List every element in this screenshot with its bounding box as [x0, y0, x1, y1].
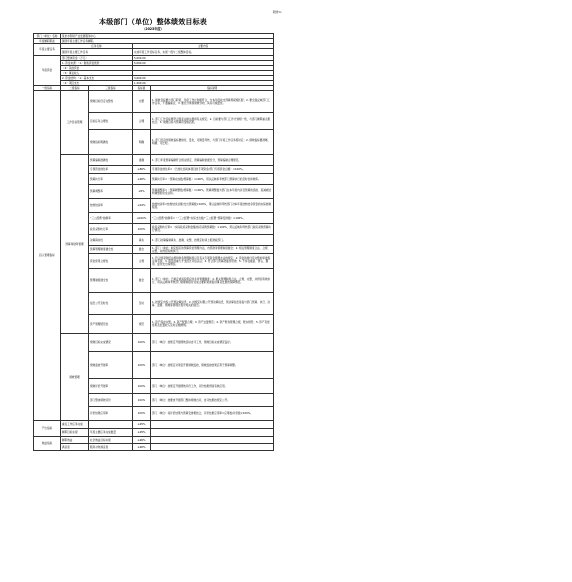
lvl2-cell: 履职目标实现 — [61, 429, 89, 437]
col-header-lvl2: 二级指标 — [61, 86, 89, 91]
desc-cell: 1. 部门（单位）已制定或具有相应的业务管理制度；2. 相关管理制度合法、合规、完整，并得到有效执行，用以反映和考核部门管理制度对完成主要职责或促进事业发展的保障情况。 — [151, 269, 274, 293]
lvl3-cell: 政府采购执行率 — [89, 224, 133, 235]
value-cell: ≥95% — [133, 421, 151, 429]
performance-target-table — [33, 33, 274, 451]
value-cell: ≥90% — [133, 437, 151, 444]
lvl3-cell: 年度主要任务完成数量 — [89, 429, 133, 437]
dept-label: 部门（单位）名称 — [34, 34, 61, 39]
lvl3-cell: 评价结果应用率 — [89, 407, 133, 421]
lvl3-cell: 绩效评价开展率 — [89, 379, 133, 394]
budget-item-name: 1. 资金来源：（1）财政资金拨款 — [61, 61, 133, 66]
desc-cell: 政府采购执行率=（实际政府采购金额/政府采购预算数）×100%，用以反映和考核部门政府采购预算执行情况。 — [151, 224, 274, 235]
budget-label: 年度资金 — [34, 56, 61, 86]
lvl1-output: 产出指标 — [34, 421, 61, 437]
indicator-row — [34, 334, 274, 352]
lvl3-cell: 信息公开及时性 — [89, 293, 133, 315]
lvl3-cell: 预算执行率 — [89, 174, 133, 185]
budget-item-value: 3,600.00 — [133, 76, 274, 81]
lvl3-cell — [89, 421, 133, 429]
value-cell: 100% — [133, 394, 151, 407]
effect-row — [34, 437, 274, 444]
value-cell: 准确 — [133, 155, 151, 166]
lvl3-cell: 资产管理规范性 — [89, 315, 133, 334]
desc-cell: 1. 部门设定的绩效指标要细化、量化，可衡量考核，与部门年度工作任务相对应；2. 绩效指标要清晰、明确、可比较。 — [151, 130, 274, 155]
value-cell: 100% — [133, 379, 151, 394]
dept-value: 某市水利局产业发展服务中心 — [61, 34, 274, 39]
budget-item-value: 5,000.00 — [133, 61, 274, 66]
desc-cell — [151, 429, 274, 437]
desc-cell: “三公经费”控制率=（“三公经费”实际支出数/“三公经费”预算安排数）×100%。 — [151, 213, 274, 224]
desc-cell: 部门（单位）按规定开展绩效评价工作，评价结果得到有效应用。 — [151, 379, 274, 394]
value-cell: 完整 — [133, 91, 151, 113]
output-row — [34, 421, 274, 429]
value-cell: 100% — [133, 334, 151, 352]
budget-item-name: （2）其他资金 — [61, 66, 133, 71]
col-header-lvl1: 一级指标 — [34, 86, 61, 91]
value-cell: 100% — [133, 224, 151, 235]
desc-cell: 1. 绩效目标要与部门职责、年度工作计划相符合，与本年度收支预算规模相匹配；2. 要全面反映部门工作任务，不遗漏重点；3. 要充分体现绩效导向，具有可衡量性。 — [151, 91, 274, 113]
lvl2-cell: 绩效管理 — [61, 334, 89, 421]
value-cell: ≤10% — [133, 199, 151, 213]
output-row — [34, 429, 274, 437]
lvl3-cell: 绩效目标设定完整性 — [89, 91, 133, 113]
lvl3-cell: 决算真实性 — [89, 235, 133, 246]
lvl3-cell: 目标任务合理性 — [89, 113, 133, 130]
value-cell: ≤5% — [133, 185, 151, 199]
document-title: 本级部门（单位）整体绩效目标表 — [99, 18, 207, 26]
value-cell: ≤100% — [133, 213, 151, 224]
value-cell: ≥90% — [133, 174, 151, 185]
value-cell: ≥90% — [133, 444, 151, 451]
value-cell: 健全 — [133, 246, 151, 254]
lvl3-cell: 服务对象满意度 — [89, 444, 133, 451]
desc-cell: 结转结余率=结转结余总额/支出预算数×100%，用以反映和考核部门对本年度结转结余资金的实际控制程度。 — [151, 199, 274, 213]
desc-cell: 部门（单位）按规定开展绩效目标自评工作，绩效目标完成情况良好。 — [151, 334, 274, 352]
tasks-row — [34, 49, 274, 56]
lvl1-input: 投入管理指标 — [34, 91, 61, 421]
lvl3-cell: 管理制度健全性 — [89, 269, 133, 293]
lvl3-cell: 绩效指标明确性 — [89, 130, 133, 155]
budget-item-name: 2. 资金结构：（1）基本支出 — [61, 76, 133, 81]
duties-label: 年度履职职能 — [34, 39, 61, 44]
value-cell: 及时 — [133, 293, 151, 315]
value-cell: ≥80% — [133, 166, 151, 174]
task-content-header: 主要内容 — [133, 44, 274, 49]
budget-item-value: 5,000.00 — [133, 56, 274, 61]
desc-cell: 1. 部门年度预算编制符合相关规定，预算编制依据充分，预算编制合理规范。 — [151, 155, 274, 166]
budget-item-name: 部门整体资金（万元） — [61, 56, 133, 61]
col-header-lvl3: 三级指标 — [89, 86, 133, 91]
lvl3-cell: 部门整体绩效评价 — [89, 394, 133, 407]
lvl2-cell: 工作目标管理 — [61, 91, 89, 155]
task-content: 完成年度工作目标任务，实现一级与二级整体目标。 — [133, 49, 274, 56]
value-cell: 合规 — [133, 254, 151, 269]
lvl3-cell: 预算调整率 — [89, 185, 133, 199]
desc-cell: 预算调整率=（预算调整数/预算数）×100%，预算调整数为部门在本年度内涉及预算的追加、追减或结构调整的资金总和。 — [151, 185, 274, 199]
value-cell: 规范 — [133, 315, 151, 334]
lvl3-cell: 预算管理制度健全性 — [89, 246, 133, 254]
desc-cell: 1. 部门工作目标要符合国家法律法规和有关规定；2. 目标要与部门工作计划相一致，与部门履职重点相结合；3. 绩效目标与预算资金相匹配。 — [151, 113, 274, 130]
desc-cell: 部门（单位）按要求开展部门整体绩效自评，自评结果按规定公开。 — [151, 394, 274, 407]
lvl2-cell: 重点工作任务完成 — [61, 421, 89, 429]
desc-cell — [151, 421, 274, 429]
budget-item-value: 1,400.00 — [133, 81, 274, 86]
effect-row — [34, 444, 274, 451]
lvl2-cell: 满意度 — [61, 444, 89, 451]
col-header-value: 指标值 — [133, 86, 151, 91]
desc-cell: 1. 部门决算编制真实、准确、完整，按规定时间上报财政部门。 — [151, 235, 274, 246]
lvl1-effect: 效益指标 — [34, 437, 61, 451]
indicator-row — [34, 91, 274, 113]
lvl3-cell: 资金使用合规性 — [89, 254, 133, 269]
value-cell: 真实 — [133, 235, 151, 246]
desc-cell — [151, 437, 274, 444]
desc-cell: 1. 符合国家财经法规和财务管理制度以及有关专项资金管理办法的规定；2. 资金的拨付有完整的审批程序和手续；3. 项目的重大开支经过评估认证；4. 符合部门预算批复的用途；5. 不存在截留、挤占、挪用、虚列支出等情况。 — [151, 254, 274, 269]
lvl2-cell: 预算和财务管理 — [61, 155, 89, 334]
value-cell: ≥95% — [133, 429, 151, 437]
desc-cell: 1. 部门（单位）制定相应的预算资金管理办法，内部财务管理制度健全；2. 相关管理制度合法、合规、完整，并得到有效执行。 — [151, 246, 274, 254]
value-cell: 100% — [133, 407, 151, 421]
budget-item-name: （2）项目支出 — [61, 81, 133, 86]
lvl3-cell: 社会效益目标实现 — [89, 437, 133, 444]
lvl3-cell: 绩效目标完成情况 — [89, 334, 133, 352]
value-cell: 明确 — [133, 130, 151, 155]
document-subtitle: （2023年度） — [142, 27, 164, 31]
desc-cell: 预算执行率=（预算完成数/预算数）×100%，用以反映和考核部门预算执行的及时性和效率。 — [151, 174, 274, 185]
tasks-label: 年度主要任务 — [34, 44, 61, 56]
col-header-desc: 指标说明 — [151, 86, 274, 91]
lvl2-cell: 履职效益 — [61, 437, 89, 444]
indicator-row — [34, 155, 274, 166]
duties-value: 围绕年度主要工作任务履职。 — [61, 39, 274, 44]
desc-cell: 部门（单位）按规定对项目开展绩效监控，绩效监控结果应用于预算调整。 — [151, 352, 274, 379]
desc-cell: 1. 资产保存完整；2. 资产配置合理；3. 资产处置规范；4. 资产账务管理合规，账实相符；5. 资产有偿使用及处置收入及时足额缴纳。 — [151, 315, 274, 334]
lvl3-cell: 绩效监控开展率 — [89, 352, 133, 379]
value-cell: 健全 — [133, 269, 151, 293]
lvl3-cell: 专项资金细化率 — [89, 166, 133, 174]
desc-cell: 1. 按规定内容公开预决算信息；2. 按规定时限公开预决算信息，预决算信息是指与部门预算、执行、决算、监督、绩效等管理过程中相关的信息。 — [151, 293, 274, 315]
value-cell: 合理 — [133, 113, 151, 130]
corner-note: 附件1： — [273, 10, 284, 14]
desc-cell — [151, 444, 274, 451]
desc-cell: 专项资金细化率=（已细化到具体项目的专项资金/部门专项资金总额）×100%。 — [151, 166, 274, 174]
budget-item-name: （3）事业收入 — [61, 71, 133, 76]
lvl3-cell: “三公经费”控制率 — [89, 213, 133, 224]
lvl3-cell: 预算编制准确性 — [89, 155, 133, 166]
task-name: 围绕年度主要工作任务 — [61, 49, 133, 56]
task-name-header: 任务名称 — [61, 44, 133, 49]
value-cell: 100% — [133, 352, 151, 379]
lvl3-cell: 结转结余率 — [89, 199, 133, 213]
desc-cell: 部门（单位）将评价结果与预算安排相结合，评价结果应用率=应用数/评价数×100%。 — [151, 407, 274, 421]
